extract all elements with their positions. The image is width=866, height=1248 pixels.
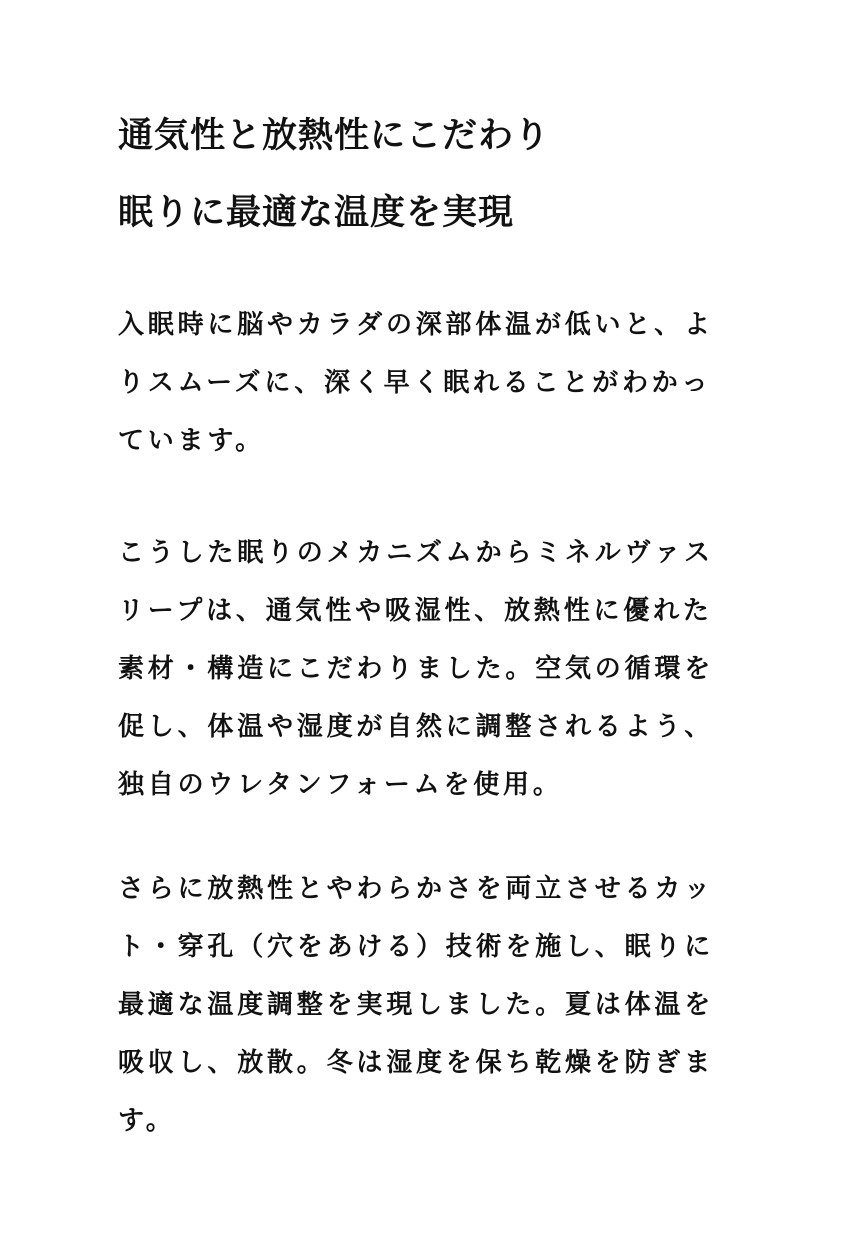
paragraph-cut-perforation-technology <box>118 860 728 1150</box>
paragraph-line: 最適な温度調整を実現しました。夏は体温を <box>118 990 715 1020</box>
paragraph-line: りスムーズに、深く早く眠れることがわかっ <box>118 368 712 398</box>
paragraph-materials-structure <box>118 524 728 814</box>
paragraph-deep-body-temperature <box>118 296 728 470</box>
paragraph-line: 素材・構造にこだわりました。空気の循環を <box>118 654 715 684</box>
paragraph-line: 促し、体温や湿度が自然に調整されるよう、 <box>118 712 715 742</box>
heading-line-1: 通気性と放熱性にこだわり <box>118 116 551 156</box>
paragraph-line: こうした眠りのメカニズムからミネルヴァス <box>118 538 714 568</box>
paragraph-line: す。 <box>118 1106 176 1136</box>
paragraph-line: ています。 <box>118 426 265 456</box>
paragraph-line: 独自のウレタンフォームを使用。 <box>118 770 563 800</box>
paragraph-line: 入眠時に脳やカラダの深部体温が低いと、よ <box>118 310 714 340</box>
paragraph-line: さらに放熱性とやわらかさを両立させるカッ <box>118 874 714 904</box>
heading-line-2: 眠りに最適な温度を実現 <box>118 193 515 233</box>
paragraph-line: 吸収し、放散。冬は湿度を保ち乾燥を防ぎま <box>118 1048 715 1078</box>
paragraph-line: ト・穿孔（穴をあける）技術を施し、眠りに <box>118 932 715 962</box>
paragraph-line: リープは、通気性や吸湿性、放熱性に優れた <box>118 596 713 626</box>
